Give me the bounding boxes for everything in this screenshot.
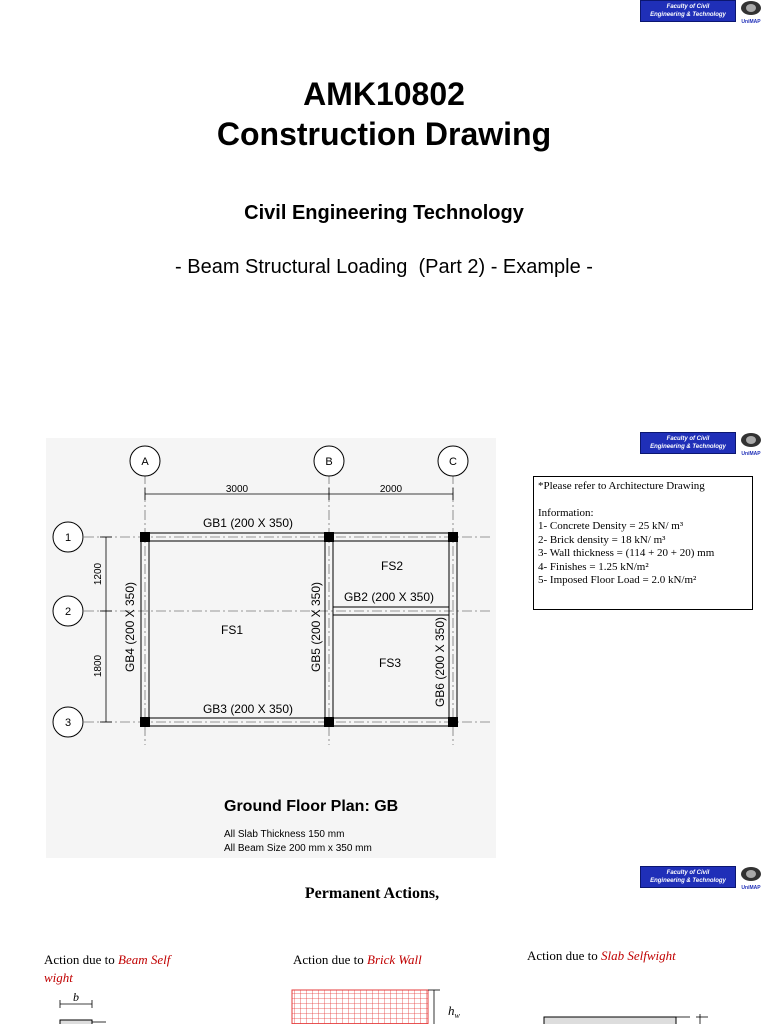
info-heading: Information: xyxy=(538,506,594,519)
plan-caption: Ground Floor Plan: GB xyxy=(224,798,399,815)
ground-floor-plan xyxy=(0,430,500,860)
dim-ab: 3000 xyxy=(225,484,249,495)
logo-line2: Engineering & Technology xyxy=(650,444,726,450)
action-prefix: Action due to xyxy=(44,952,115,967)
svg-text:UniMAP: UniMAP xyxy=(741,885,761,890)
info-item: 1- Concrete Density = 25 kN/ m³ xyxy=(538,520,684,532)
slab-label-fs1: FS1 xyxy=(220,623,244,637)
beam-label-gb3: GB3 (200 X 350) xyxy=(202,702,294,716)
grid-label-a: A xyxy=(141,456,149,468)
university-emblem-icon xyxy=(740,0,762,24)
slab-label-fs3: FS3 xyxy=(378,656,402,670)
beam-label-gb4: GB4 (200 X 350) xyxy=(123,581,137,673)
action-brick-wall xyxy=(293,951,422,969)
slide-subtitle: - Beam Structural Loading (Part 2) - Example - xyxy=(175,256,593,278)
beam-section-sketch xyxy=(40,988,130,1024)
logo-line1: Faculty of Civil xyxy=(666,4,710,10)
plan-note-slab: All Slab Thickness 150 mm xyxy=(224,829,345,840)
action-slab-emph: Slab Selfwight xyxy=(601,948,676,963)
info-item: 3- Wall thickness = (114 + 20 + 20) mm xyxy=(538,547,715,559)
beam-label-gb1: GB1 (200 X 350) xyxy=(202,516,294,530)
logo-line1: Faculty of Civil xyxy=(666,436,710,442)
svg-text:UniMAP: UniMAP xyxy=(741,451,761,456)
grid-label-c: C xyxy=(449,456,457,468)
beam-label-gb6: GB6 (200 X 350) xyxy=(433,616,447,708)
brick-wall-sketch xyxy=(288,988,478,1024)
slab-sketch xyxy=(540,1010,720,1024)
action-prefix: Action due to xyxy=(527,948,598,963)
logo-line2: Engineering & Technology xyxy=(650,878,726,884)
logo-line2: Engineering & Technology xyxy=(650,12,726,18)
dim-23: 1800 xyxy=(93,654,104,678)
grid-label-3: 3 xyxy=(64,717,72,729)
action-beam-emph2: wight xyxy=(44,970,73,985)
plan-note-beam: All Beam Size 200 mm x 350 mm xyxy=(224,843,372,854)
faculty-logo xyxy=(640,0,762,24)
course-code: AMK10802 xyxy=(303,76,465,112)
faculty-logo-box xyxy=(640,0,736,22)
grid-label-b: B xyxy=(325,456,333,468)
course-title: Construction Drawing xyxy=(216,116,552,152)
university-emblem-icon xyxy=(740,432,762,456)
programme-name: Civil Engineering Technology xyxy=(244,202,524,224)
info-item: 5- Imposed Floor Load = 2.0 kN/m² xyxy=(538,574,697,586)
dim-bc: 2000 xyxy=(379,484,403,495)
info-note: *Please refer to Architecture Drawing xyxy=(538,480,705,492)
wall-height-symbol: $h_w$ xyxy=(448,1003,460,1020)
action-wall-emph: Brick Wall xyxy=(367,952,422,967)
svg-text:UniMAP: UniMAP xyxy=(741,19,761,24)
beam-width-symbol: b xyxy=(73,990,79,1004)
info-item: 4- Finishes = 1.25 kN/m² xyxy=(538,560,649,573)
action-beam-self xyxy=(44,951,204,987)
faculty-logo-2 xyxy=(640,432,762,456)
faculty-logo-box xyxy=(640,432,736,454)
grid-label-2: 2 xyxy=(64,606,72,618)
info-item: 2- Brick density = 18 kN/ m³ xyxy=(538,533,666,546)
grid-label-1: 1 xyxy=(64,532,72,544)
beam-label-gb2: GB2 (200 X 350) xyxy=(343,590,435,604)
action-slab-self xyxy=(527,947,676,965)
logo-line1: Faculty of Civil xyxy=(666,870,710,876)
action-beam-emph: Beam Self xyxy=(118,952,171,967)
permanent-actions-heading: Permanent Actions, xyxy=(304,885,440,902)
information-box xyxy=(533,476,753,610)
dim-12: 1200 xyxy=(93,562,104,586)
beam-label-gb5: GB5 (200 X 350) xyxy=(309,581,323,673)
action-prefix: Action due to xyxy=(293,952,364,967)
slab-label-fs2: FS2 xyxy=(380,559,404,573)
